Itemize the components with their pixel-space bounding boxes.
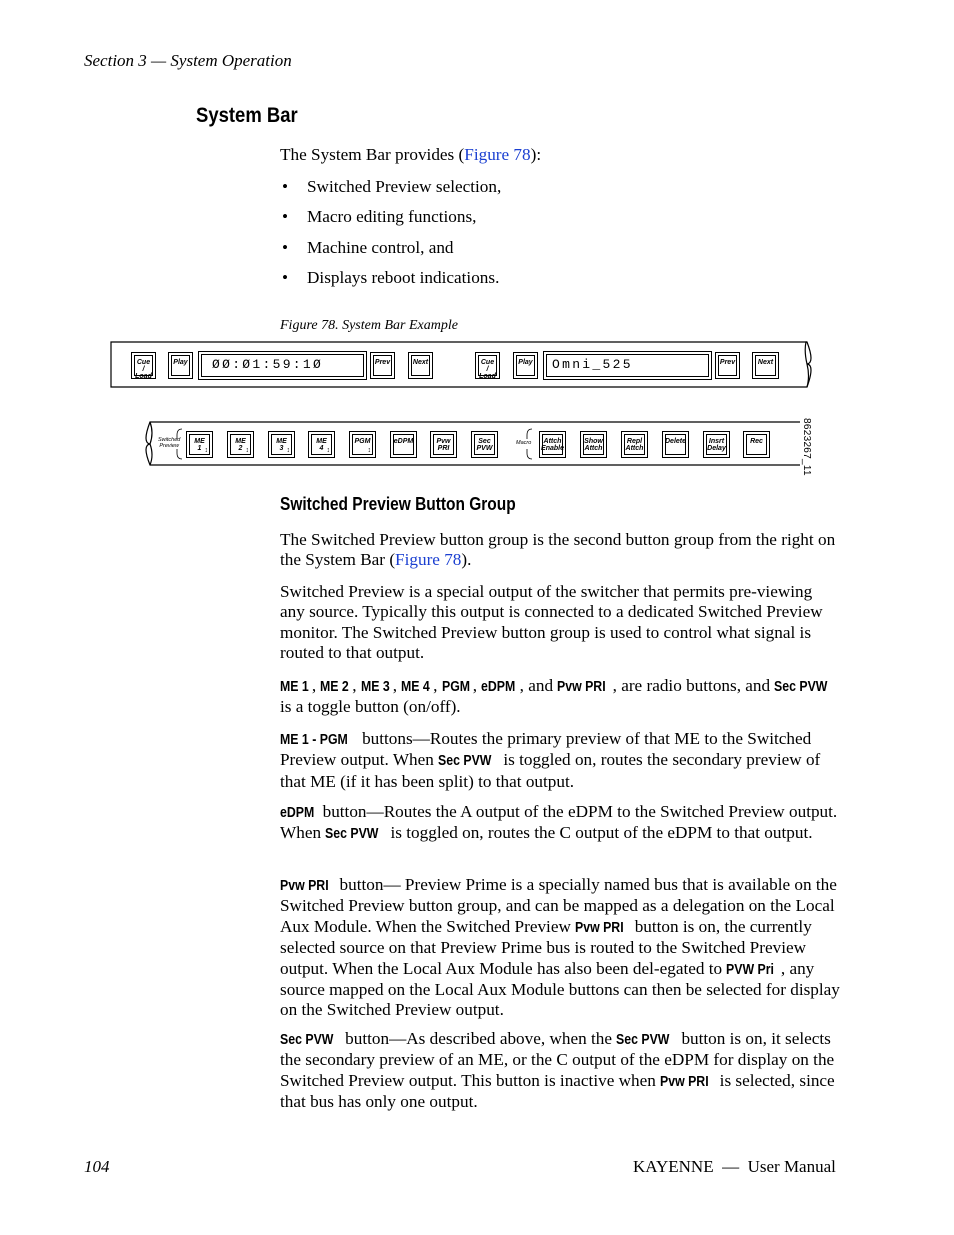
- insrt-delay-button[interactable]: Insrt Delay: [703, 431, 730, 458]
- page-title: System Bar: [196, 104, 298, 127]
- me4-button[interactable]: ME 4 ↕: [308, 431, 335, 458]
- next-button-1[interactable]: Next: [408, 352, 433, 379]
- pvw-pri-button[interactable]: Pvw PRI: [430, 431, 457, 458]
- cue-load-button-2[interactable]: Cue / Load: [475, 352, 500, 379]
- list-item: • Macro editing functions,: [282, 207, 477, 227]
- list-item: • Machine control, and: [282, 237, 454, 257]
- switched-preview-group-label: Switched Preview: [158, 437, 181, 449]
- figure-caption: Figure 78. System Bar Example: [280, 318, 458, 333]
- list-item: • Displays reboot indications.: [282, 268, 500, 288]
- paragraph-2: Switched Preview is a special output of the switcher that permits pre-viewing any source. Typically this output is connected to a dedicated Switched Preview monitor. The Switched Preview button group is used to control what signal is routed to that output.: [280, 582, 823, 663]
- paragraph-5: eDPM button—Routes the A output of the eDPM to the Switched Preview output. When Sec PVW is toggled on, routes the C output of the eDPM to that output.: [280, 802, 838, 843]
- pgm-button[interactable]: PGM ↕: [349, 431, 376, 458]
- page-number: 104: [84, 1157, 110, 1176]
- delete-button[interactable]: Delete: [662, 431, 689, 458]
- manual-title: KAYENNE — User Manual: [633, 1157, 836, 1176]
- show-attch-button[interactable]: Show Attch: [580, 431, 607, 458]
- me1-button[interactable]: ME 1 ↕: [186, 431, 213, 458]
- timecode-display: ØØ:Ø1:59:1Ø: [198, 351, 367, 380]
- figure-link[interactable]: Figure 78: [464, 145, 531, 164]
- paragraph-1: The Switched Preview button group is the second button group from the right on the System Bar (Figure 78).: [280, 530, 836, 570]
- rec-button[interactable]: Rec: [743, 431, 770, 458]
- play-button-1[interactable]: Play: [168, 352, 193, 379]
- feature-list: [282, 176, 501, 298]
- prev-button-2[interactable]: Prev: [715, 352, 740, 379]
- paragraph-7: Sec PVW button—As described above, when the Sec PVW button is on, it selects the secondary preview of an ME, or the C output of the eDPM for display on the Switched Preview output. This button is inactive when Pvw PRI is selected, since that bus has only one output.: [280, 1029, 835, 1112]
- paragraph-6: Pvw PRI button— Preview Prime is a specially named bus that is available on the Switched Preview button group, and can be mapped as a delegation on the Local Aux Module. When the Switched Preview Pvw PRI button is on, the currently selected source on that Preview Prime bus is routed to the Switched Preview output. When the Local Aux Module has also been del-egated to PVW Pri , any source mapped on the Local Aux Module buttons can then be selected for display on the Switched Preview output.: [280, 875, 840, 1020]
- me3-button[interactable]: ME 3 ↕: [268, 431, 295, 458]
- next-button-2[interactable]: Next: [752, 352, 779, 379]
- macro-group-label: Macro: [516, 440, 532, 446]
- figure-id: 8623267_11: [801, 418, 812, 476]
- play-button-2[interactable]: Play: [513, 352, 538, 379]
- attch-enable-button[interactable]: Attch Enable: [539, 431, 566, 458]
- edpm-button[interactable]: eDPM: [390, 431, 417, 458]
- repl-attch-button[interactable]: Repl Attch: [621, 431, 648, 458]
- running-header: Section 3 — System Operation: [84, 51, 292, 70]
- intro-text: The System Bar provides (Figure 78):: [280, 145, 542, 164]
- cue-load-button-1[interactable]: Cue / Load: [131, 352, 156, 379]
- name-display: Omni_525: [543, 351, 712, 380]
- figure-link[interactable]: Figure 78: [395, 550, 462, 570]
- me2-button[interactable]: ME 2 ↕: [227, 431, 254, 458]
- paragraph-3: ME 1 , ME 2 , ME 3 , ME 4 , PGM , eDPM , and Pvw PRI , are radio buttons, and Sec PVW is a toggle button (on/off).: [280, 676, 828, 717]
- section-subheading: Switched Preview Button Group: [280, 494, 516, 514]
- paragraph-4: ME 1 - PGM buttons—Routes the primary preview of that ME to the Switched Preview output. When Sec PVW is toggled on, routes the secondary preview of that ME (if it has been split) to that output.: [280, 729, 821, 791]
- sec-pvw-button[interactable]: Sec PVW: [471, 431, 498, 458]
- prev-button-1[interactable]: Prev: [370, 352, 395, 379]
- list-item: • Switched Preview selection,: [282, 177, 502, 196]
